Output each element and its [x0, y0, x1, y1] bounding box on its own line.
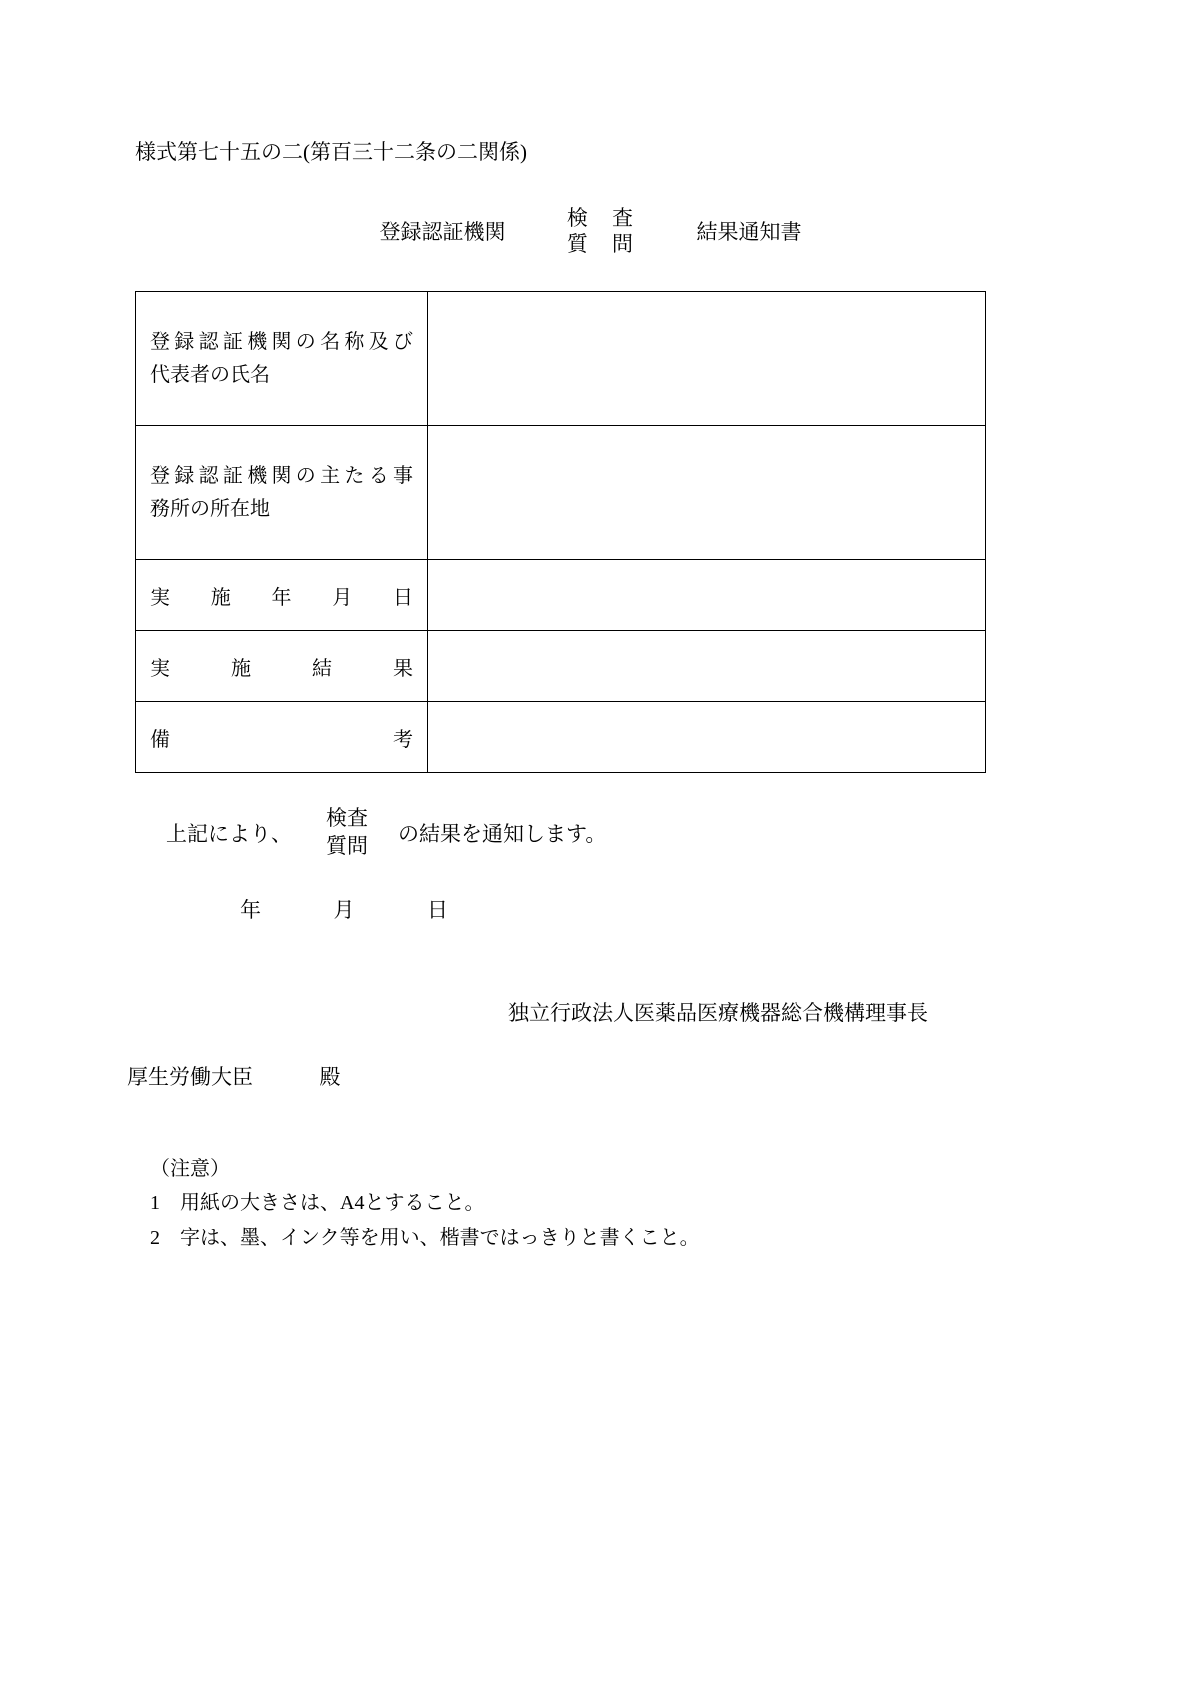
title-inspection-question-stack	[557, 205, 642, 258]
document-title	[0, 205, 1181, 258]
notice-inspection-question-stack	[326, 805, 368, 860]
row-value-agency-name[interactable]	[428, 292, 986, 426]
notes-heading: （注意）	[150, 1158, 230, 1180]
note-item	[150, 1221, 700, 1255]
row-value-remarks[interactable]	[428, 702, 986, 773]
note-text: 字は、墨、インク等を用い、楷書ではっきりと書くこと。	[180, 1226, 700, 1249]
row-value-implementation-date[interactable]	[428, 560, 986, 631]
label-line-1: 登録認証機関の主たる事	[150, 465, 413, 488]
row-label-implementation-date	[136, 560, 428, 631]
note-number: 2	[150, 1226, 160, 1249]
addressee-name: 厚生労働大臣	[127, 1065, 253, 1089]
date-day-label: 日	[427, 898, 448, 922]
row-label-agency-name	[136, 292, 428, 426]
notice-statement	[166, 805, 606, 860]
label-text: 実施結果	[150, 657, 413, 680]
form-number: 様式第七十五の二(第百三十二条の二関係)	[135, 140, 527, 164]
note-number: 1	[150, 1192, 160, 1215]
addressee-honorific: 殿	[319, 1065, 341, 1089]
notes-section	[150, 1152, 700, 1255]
title-tail-text: 結果通知書	[696, 220, 802, 245]
table-row	[136, 702, 986, 773]
note-item	[150, 1186, 700, 1220]
label-text: 備考	[150, 728, 413, 751]
notice-lead-text: 上記により、	[166, 821, 292, 846]
form-table	[135, 291, 986, 773]
row-label-remarks	[136, 702, 428, 773]
note-text: 用紙の大きさは、A4とすること。	[180, 1192, 485, 1215]
table-row	[136, 426, 986, 560]
row-label-implementation-result	[136, 631, 428, 702]
row-value-agency-address[interactable]	[428, 426, 986, 560]
table-row	[136, 560, 986, 631]
addressee-line	[127, 1061, 341, 1091]
label-text	[150, 460, 413, 525]
label-line-1: 登録認証機関の名称及び	[150, 331, 413, 354]
notice-stack-bottom: 質問	[326, 833, 368, 858]
title-lead-text: 登録認証機関	[379, 220, 506, 245]
row-value-implementation-result[interactable]	[428, 631, 986, 702]
table-row	[136, 292, 986, 426]
notice-tail-text: の結果を通知します。	[398, 821, 607, 846]
date-line	[240, 894, 448, 924]
title-stack-bottom: 質 問	[566, 232, 643, 257]
date-year-label: 年	[240, 898, 261, 922]
date-month-label: 月	[333, 898, 355, 922]
row-label-agency-address	[136, 426, 428, 560]
label-text: 実施年月日	[150, 586, 413, 609]
label-text	[150, 326, 413, 391]
label-line-2: 務所の所在地	[150, 497, 270, 520]
label-line-2: 代表者の氏名	[150, 363, 270, 386]
issuer-signature: 独立行政法人医薬品医療機器総合機構理事長	[508, 1001, 928, 1025]
title-stack-top: 検 査	[566, 206, 643, 230]
notice-stack-top: 検査	[326, 806, 368, 830]
table-row	[136, 631, 986, 702]
